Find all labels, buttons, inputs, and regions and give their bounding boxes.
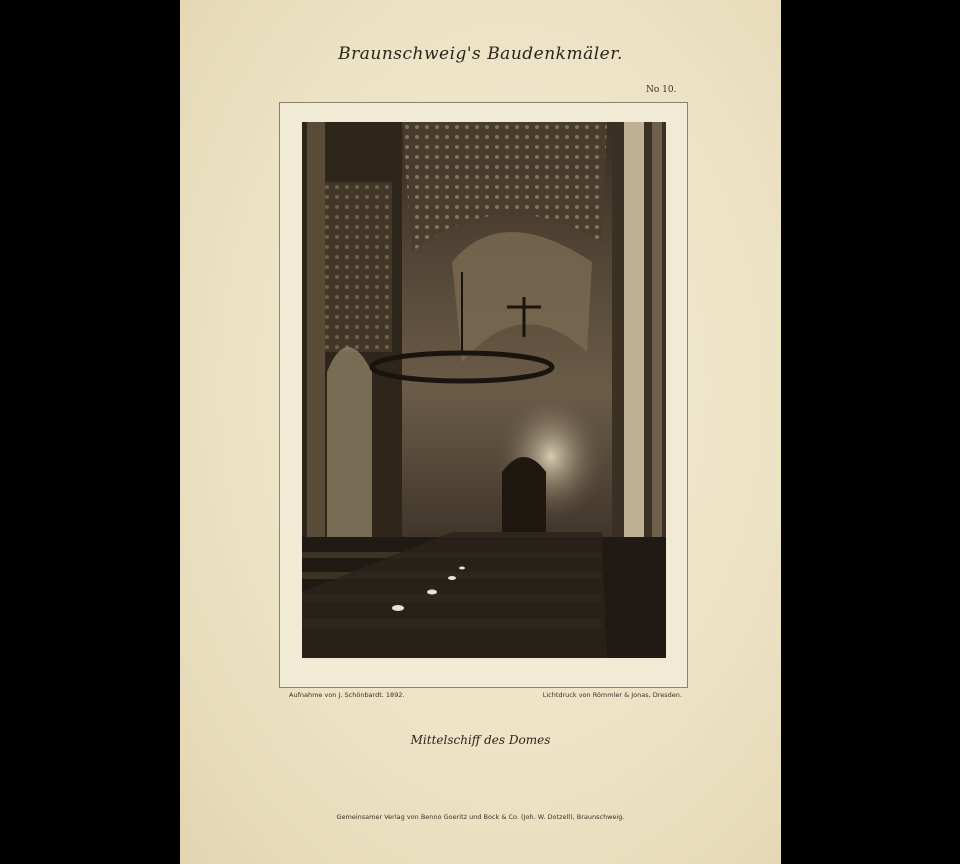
printer-credit: Lichtdruck von Römmler & Jonas, Dresden. (542, 691, 682, 699)
document-page (180, 0, 781, 864)
plate-number: No 10. (646, 85, 677, 95)
page-title: Braunschweig's Baudenkmäler. (338, 44, 623, 64)
photographer-credit: Aufnahme von J. Schönbardt. 1892. (289, 691, 405, 699)
plate-caption: Mittelschiff des Domes (410, 733, 551, 747)
cathedral-nave-photograph (302, 122, 666, 658)
publisher-line: Gemeinsamer Verlag von Benno Goeritz und Bock & Co. (Joh. W. Dotzell), Braunschweig. (336, 813, 625, 821)
